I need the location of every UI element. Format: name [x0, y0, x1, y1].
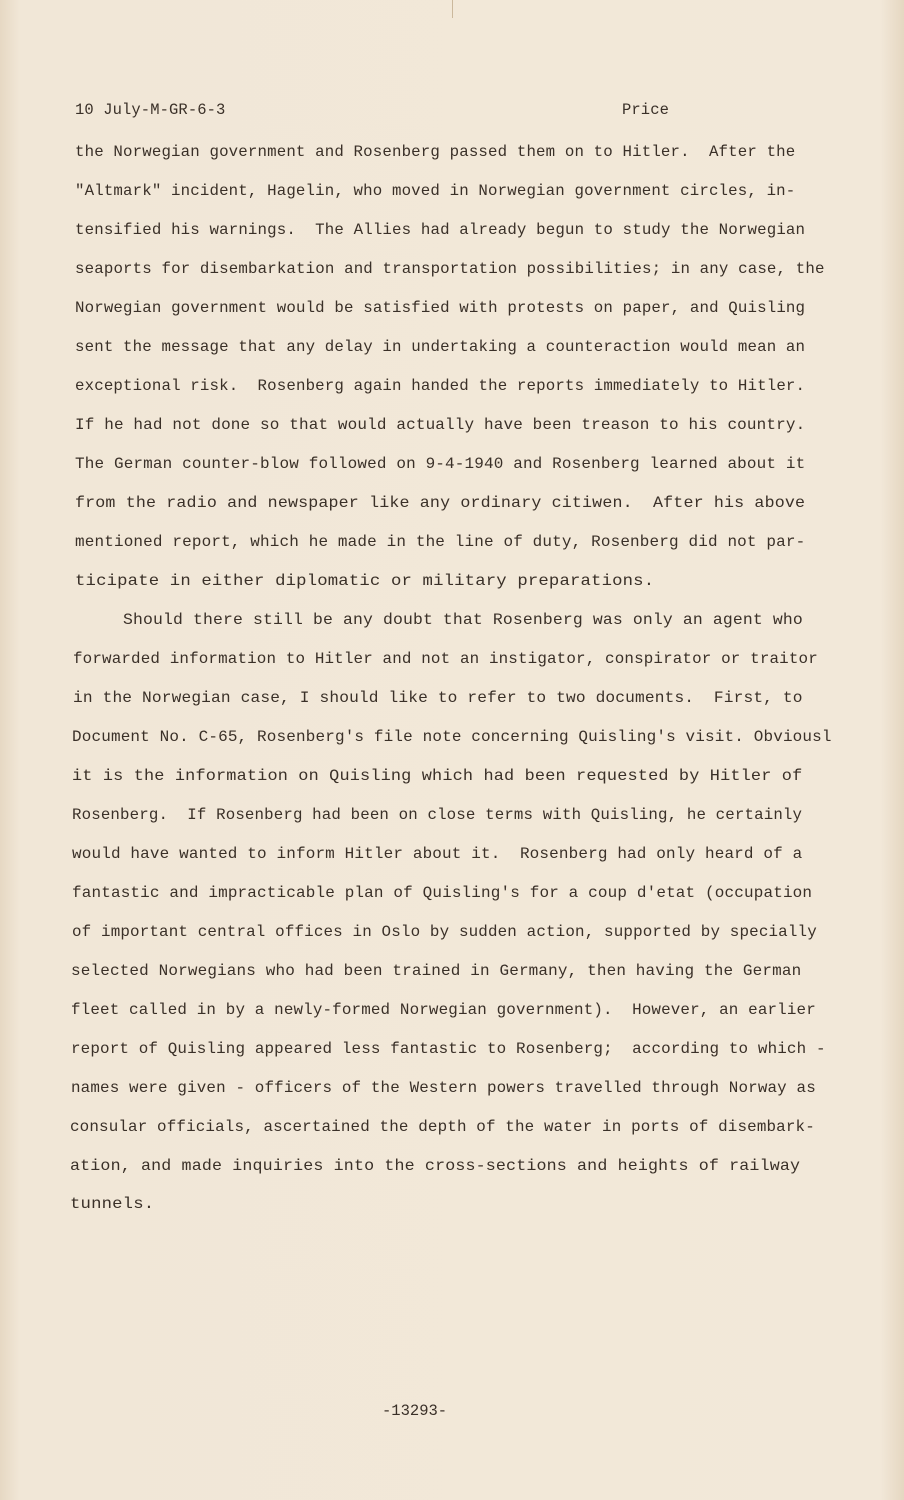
body-line: fantastic and impracticable plan of Quisling's for a coup d'etat (occupation	[72, 884, 813, 902]
body-line: tensified his warnings. The Allies had already begun to study the Norwegian	[75, 221, 806, 239]
body-line: exceptional risk. Rosenberg again handed the reports immediately to Hitler.	[75, 377, 806, 395]
body-line: Should there still be any doubt that Rosenberg was only an agent who	[73, 611, 803, 629]
body-line: sent the message that any delay in undertaking a counteraction would mean an	[75, 338, 806, 356]
body-line: consular officials, ascertained the depth of the water in ports of disembark-	[70, 1118, 815, 1136]
body-line: ation, and made inquiries into the cross-sections and heights of railway	[70, 1157, 801, 1175]
body-line: "Altmark" incident, Hagelin, who moved in Norwegian government circles, in-	[75, 182, 796, 200]
header-reference: 10 July-M-GR-6-3	[75, 101, 226, 119]
body-line: report of Quisling appeared less fantastic to Rosenberg; according to which -	[71, 1040, 826, 1058]
body-line: names were given - officers of the Western powers travelled through Norway as	[71, 1079, 816, 1097]
page-fold-mark	[452, 0, 453, 18]
body-line: from the radio and newspaper like any ordinary citiwen. After his above	[75, 494, 806, 512]
body-line: selected Norwegians who had been trained in Germany, then having the German	[71, 962, 802, 980]
body-line: it is the information on Quisling which had been requested by Hitler of	[72, 767, 803, 785]
body-line: the Norwegian government and Rosenberg passed them on to Hitler. After the	[75, 143, 796, 161]
body-line: Norwegian government would be satisfied with protests on paper, and Quisling	[75, 299, 806, 317]
body-line: The German counter-blow followed on 9-4-1940 and Rosenberg learned about it	[75, 455, 806, 473]
body-line: tunnels.	[70, 1195, 155, 1213]
body-line: ticipate in either diplomatic or military preparations.	[75, 572, 655, 590]
body-line: in the Norwegian case, I should like to refer to two documents. First, to	[73, 689, 803, 707]
body-line: If he had not done so that would actually have been treason to his country.	[75, 416, 806, 434]
page-number: -13293-	[382, 1402, 448, 1420]
body-line: Rosenberg. If Rosenberg had been on close terms with Quisling, he certainly	[72, 806, 803, 824]
body-line: seaports for disembarkation and transportation possibilities; in any case, the	[75, 260, 825, 278]
header-speaker: Price	[622, 101, 670, 119]
body-line: fleet called in by a newly-formed Norwegian government). However, an earlier	[71, 1001, 816, 1019]
body-line: of important central offices in Oslo by sudden action, supported by specially	[72, 923, 817, 941]
body-line: Document No. C-65, Rosenberg's file note concerning Quisling's visit. Obviousl	[72, 728, 832, 746]
body-line: would have wanted to inform Hitler about it. Rosenberg had only heard of a	[72, 845, 803, 863]
body-line: mentioned report, which he made in the line of duty, Rosenberg did not par-	[75, 533, 806, 551]
body-line: forwarded information to Hitler and not an instigator, conspirator or traitor	[73, 650, 818, 668]
